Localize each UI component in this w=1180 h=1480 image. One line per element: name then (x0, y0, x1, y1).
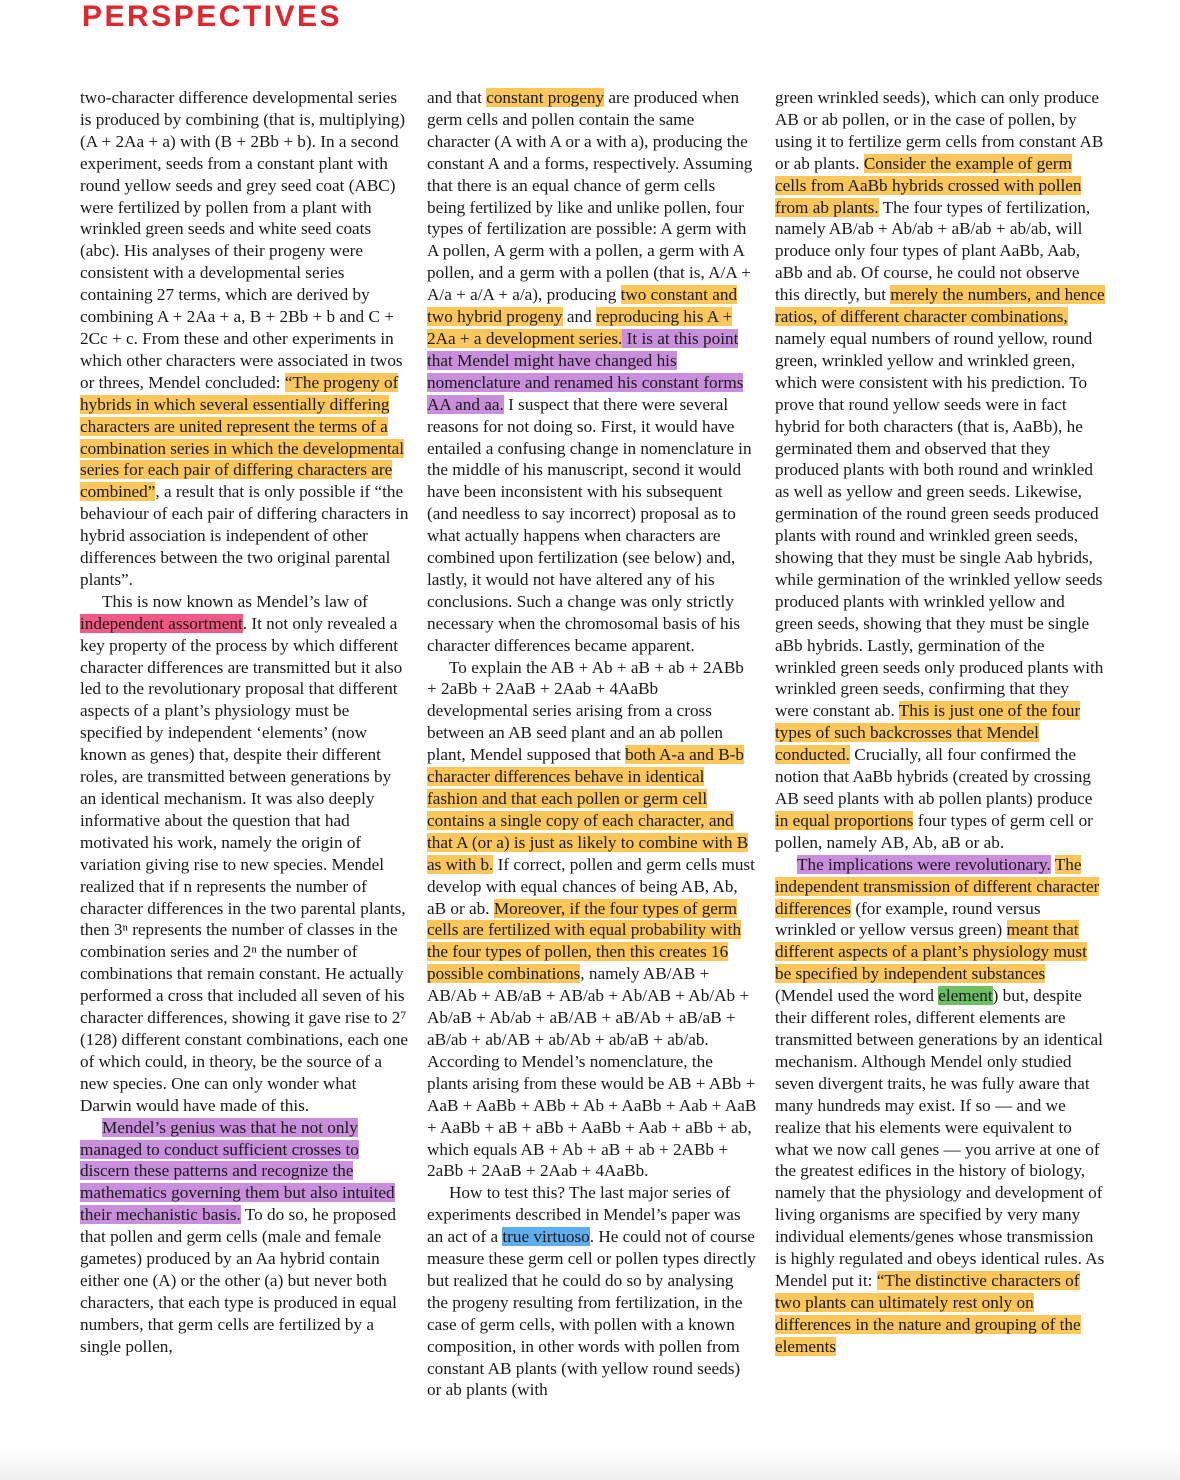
text-run: The four types of fertilization, namely AB/ab + Ab/ab + aB/ab + ab/ab, will produce only four types of plant AaBb, Aab, aBb and ab. Of course, he could not observe this directly, but (775, 197, 1091, 305)
highlight-purple: Mendel’s genius was that he not only managed to conduct sufficient crosses to discern these patterns and recognize the mathematics governing them but also intuited their mechanistic basis. (80, 1117, 395, 1225)
paragraph (775, 854, 1105, 1358)
paragraph (775, 87, 1105, 854)
text-run: , a result that is only possible if “the behaviour of each pair of differing characters in hybrid association is independent of other differences between the two original parental plants”. (80, 482, 409, 589)
highlight-pink: independent assortment (80, 613, 243, 633)
text-run: To explain the AB + Ab + aB + ab + 2ABb + 2aBb + 2AaB + 2Aab + 4AaBb developmental series arising from a cross between an AB seed plant and an ab pollen plant, Mendel supposed that (427, 657, 744, 765)
text-run: , namely AB/AB + AB/Ab + AB/aB + AB/ab + Ab/AB + Ab/Ab + Ab/aB + Ab/ab + aB/AB + aB/Ab + aB/aB + aB/ab + ab/AB + ab/Ab + ab/aB + ab/ab. According to Mendel’s nomenclature, the plants arising from these would be AB + ABb + AaB + AaBb + ABb + Ab + AaBb + Aab + AaB + AaBb + aB + aBb + AaBb + Aab + aBb + ab, which equals AB + Ab + aB + ab + 2ABb + 2aBb + 2AaB + 2Aab + 4AaBb. (427, 964, 757, 1181)
text-run: green wrinkled seeds), which can only produce AB or ab pollen, or in the case of pollen, by using it to fertilize germ cells from constant AB or ab plants. (775, 88, 1104, 173)
text-column-1 (80, 87, 410, 1358)
highlight-yellow: The independent transmission of different character differences (775, 854, 1100, 918)
highlight-yellow: Moreover, if the four types of germ cells are fertilized with equal probability with the four types of pollen, then this creates 16 possible combinations (427, 898, 742, 984)
text-run: Crucially, all four confirmed the notion that AaBb hybrids (created by crossing AB seed plants with ab pollen plants) produce (775, 745, 1093, 808)
text-run: To do so, he proposed that pollen and germ cells (male and female gametes) produced by an Aa hybrid contain either one (A) or the other (a) but never both characters, that each type is produced in equal numbers, that germ cells are fertilized by a single pollen, (80, 1205, 397, 1356)
highlight-yellow: merely the numbers, and hence ratios, of different character combinations, (775, 285, 1105, 327)
text-run: namely equal numbers of round yellow, round green, wrinkled yellow and wrinkled green, which were consistent with his prediction. To prove that round yellow seeds were in fact hybrid for both characters (that is, AaBb), he germinated them and observed that they produced plants with both round and wrinkled as well as yellow and green seeds. Likewise, germination of the round green seeds produced plants with round and wrinkled green seeds, showing that they must be single Aab hybrids, while germination of the wrinkled yellow seeds produced plants with wrinkled yellow and green seeds, showing that they must be single aBb hybrids. Lastly, germination of the wrinkled green seeds only produced plants with wrinkled green seeds, confirming that they were constant ab. (775, 328, 1104, 721)
text-run: . It not only revealed a key property of the process by which different character differences are transmitted but it also led to the revolutionary proposal that different aspects of a plant’s physiology must be specified by independent ‘elements’ (now known as genes) that, despite their different roles, are transmitted between generations by an identical mechanism. It was also deeply informative about the question that had motivated his work, namely the origin of variation giving rise to new species. Mendel realized that if n represents the number of character differences in the two parental plants, then 3ⁿ represents the number of classes in the combination series and 2ⁿ the number of combinations that remain constant. He actually performed a cross that included all seven of his character differences, showing it gave rise to 2⁷ (128) different constant combinations, each one of which could, in theory, be the source of a new species. One can only wonder what Darwin would have made of this. (80, 613, 409, 1115)
text-run: ) but, despite their different roles, different elements are transmitted between generations by an identical mechanism. Although Mendel only studied seven divergent traits, he was fully aware that many hundreds may exist. If so — and we realize that his elements were equivalent to what we now call genes — you arrive at one of the greatest edifices in the history of biology, namely that the physiology and development of living organisms are specified by very many individual elements/genes whose transmission is highly regulated and obeys identical rules. As Mendel put it: (775, 986, 1105, 1290)
highlight-yellow: constant progeny (486, 88, 605, 107)
text-run: This is now known as Mendel’s law of (102, 591, 368, 611)
highlight-yellow: in equal proportions (775, 810, 914, 830)
section-title: PERSPECTIVES (82, 0, 343, 33)
text-run: four types of germ cell or pollen, namely AB, Ab, aB or ab. (775, 810, 1093, 852)
text-run: I suspect that there were several reasons for not doing so. First, it would have entailed a confusing change in nomenclature in the middle of his manuscript, second it would have been inconsistent with his subsequent (and needless to say incorrect) proposal as to what actually happens when characters are combined upon fertilization (see below) and, lastly, it would not have altered any of his conclusions. Such a change was only strictly necessary when the chromosomal basis of his character differences became apparent. (427, 394, 752, 655)
text-run: (for example, round versus wrinkled or yellow versus green) (775, 898, 1041, 940)
text-column-2 (427, 87, 757, 1401)
highlight-yellow: “The distinctive characters of two plants can ultimately rest only on differences in the nature and grouping of the elements (775, 1270, 1081, 1356)
highlight-yellow: both A-a and B-b character differences behave in identical fashion and that each pollen or germ cell contains a single copy of each character, and that A (or a) is just as likely to combine with B as with b. (427, 745, 749, 874)
text-run: If correct, pollen and germ cells must develop with equal chances of being AB, Ab, aB or ab. (427, 854, 755, 918)
page-bottom-shade (0, 1450, 1180, 1480)
highlight-yellow: This is just one of the four types of such backcrosses that Mendel conducted. (775, 701, 1081, 765)
highlight-yellow: two constant and two hybrid progeny (427, 285, 738, 327)
text-column-3 (775, 87, 1105, 1358)
paragraph (80, 1117, 410, 1358)
highlight-yellow: reproducing his A + 2Aa + a development series. (427, 307, 733, 348)
text-run: and (562, 307, 596, 327)
highlight-purple: It is at this point that Mendel might have changed his nomenclature and renamed his constant forms AA and aa. (427, 328, 744, 414)
highlight-blue: true virtuoso (502, 1227, 590, 1247)
paragraph (427, 1182, 757, 1401)
paragraph (427, 87, 757, 657)
highlight-purple: The implications were revolutionary. (797, 854, 1051, 874)
paragraph (427, 657, 757, 1183)
paragraph (80, 87, 410, 591)
highlight-yellow: Consider the example of germ cells from AaBb hybrids crossed with pollen from ab plants. (775, 153, 1082, 217)
text-run: How to test this? The last major series of experiments described in Mendel’s paper was an act of a (427, 1183, 741, 1247)
text-run: (Mendel used the word (775, 986, 939, 1006)
text-run: are produced when germ cells and pollen contain the same character (A with A or a with a), producing the constant A and a forms, respectively. Assuming that there is an equal chance of germ cells being fertilized by like and unlike pollen, four types of fertilization are possible: A germ with A pollen, A germ with a pollen, a germ with A pollen, and a germ with a pollen (that is, A/A + A/a + a/A + a/a), producing (427, 88, 753, 305)
paragraph (80, 591, 410, 1117)
highlight-yellow: meant that different aspects of a plant’s physiology must be specified by independent substances (775, 920, 1087, 984)
highlight-yellow: “The progeny of hybrids in which several essentially differing characters are united represent the terms of a combination series in which the developmental series for each pair of differing characters are combined” (80, 372, 405, 502)
text-run: two-character difference developmental series is produced by combining (that is, multiplying) (A + 2Aa + a) with (B + 2Bb + b). In a second experiment, seeds from a constant plant with round yellow seeds and grey seed coat (ABC) were fertilized by pollen from a plant with wrinkled green seeds and white seed coats (abc). His analyses of their progeny were consistent with a developmental series containing 27 terms, which are derived by combining A + 2Aa + a, B + 2Bb + b and C + 2Cc + c. From these and other experiments in which other characters were associated in twos or threes, Mendel concluded: (80, 88, 406, 392)
highlight-green: element (938, 986, 993, 1006)
text-run: . He could not of course measure these germ cell or pollen types directly but realized that he could do so by analysing the progeny resulting from fertilization, in the case of germ cells, with pollen with a known composition, in other words with pollen from constant AB plants (with yellow round seeds) or ab plants (with (427, 1227, 756, 1400)
text-run: and that (427, 88, 487, 107)
